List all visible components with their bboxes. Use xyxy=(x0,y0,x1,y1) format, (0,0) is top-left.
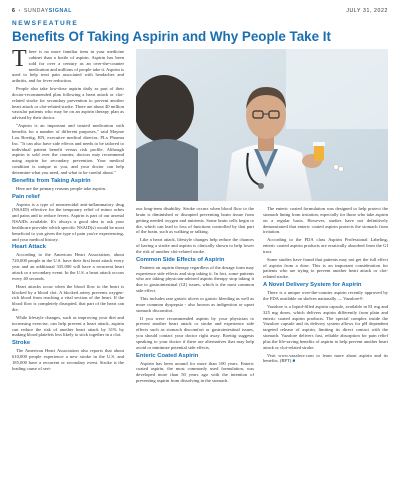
body-paragraph: Like a heart attack, lifestyle changes help reduce the chances of having a stroke and aspirin is clinically shown to help lower the risk of another clot-related stroke. xyxy=(136,237,254,254)
subheading-side-effects: Common Side Effects of Aspirin xyxy=(136,256,225,263)
body-paragraph: While lifestyle changes, such as improving your diet and increasing exercise, can help prevent a heart attack, aspirin can reduce the risk of another heart attack by 31% by making blood platelets less likely to stick together in a clot. xyxy=(12,314,124,338)
doctor-patient-illustration xyxy=(136,49,388,201)
body-paragraph: According to the American Heart Association, about 720,000 people in the U.S. have their first heart attack every year and an additional 335,000 will have a recurrent heart attack or a secondary event. In the U.S. a heart attack occurs every 40 seconds. xyxy=(12,252,124,281)
article-column-3 xyxy=(263,206,388,366)
header-separator: • xyxy=(18,8,21,14)
page-number: 6 xyxy=(12,8,16,14)
publication-name: SIGNAL xyxy=(48,8,72,14)
subheading-stroke: Stroke xyxy=(12,340,31,347)
page-header xyxy=(12,6,388,18)
drop-cap: T xyxy=(12,46,27,72)
body-paragraph: If you were recommended aspirin by your physician to prevent another heart attack or stroke and experience side effects such as stomach discomfort or gastrointestinal issues, you should contact your doctor right away. Roettig suggests speaking to your doctor if there are alternatives that may help avoid or minimize potential side effects. xyxy=(136,315,254,350)
body-paragraph: This includes rare gastric ulcers or gastric bleeding as well as more common dyspepsia - also known as indigestion or upset stomach discomfort. xyxy=(136,295,254,313)
body-paragraph: The enteric coated formulation was designed to help protect the stomach lining from irritation, especially for those who take aspirin on a regular basis. However, studies have not definitively demonstrated that enteric coated aspirin protects the stomach from irritation. xyxy=(263,206,388,235)
section-kicker: NEWSFEATURE xyxy=(12,20,79,27)
body-paragraph: ous long-term disability. Stroke occurs when blood flow to the brain is diminished or disrupted preventing brain tissue from getting needed oxygen and nutrients. Some brain cells begin to die, which can lead to loss of functions controlled by that part of the brain, such as walking or talking. xyxy=(136,206,254,235)
body-paragraph: The American Heart Association also reports that about 610,000 people experience a new stroke in the U.S. and 185,000 have a recurrent or secondary event. Stroke is the leading cause of seri- xyxy=(12,348,124,371)
subheading-pain-relief: Pain relief xyxy=(12,193,40,200)
body-paragraph: Here are the primary reasons people take aspirin. xyxy=(16,185,107,191)
article-column-2 xyxy=(136,206,254,386)
body-paragraph: Aspirin is a type of nonsteroidal anti-inflammatory drug (NSAID) effective for the temporary relief of minor aches and pains and to reduce fevers. Aspirin is part of our arsenal NSAIDs available. It's always a good idea to ask your healthcare provider which specific NSAID(s) would be most beneficial to you given the type of pain you're experiencing, and your medical history. xyxy=(12,201,124,242)
body-paragraph: Aspirin has been around for more than 100 years. Enteric coated aspirin, the most commonly used formulation, was developed more than 50 years ago with the intention of preventing aspirin from dissolving in the stomach. xyxy=(136,360,254,384)
body-paragraph: According to the FDA class Aspirin Professional Labeling, enteric coated aspirin products are erratically absorbed from the GI tract. xyxy=(263,237,388,254)
body-paragraph-final xyxy=(263,353,388,365)
header-left xyxy=(12,8,72,14)
subheading-novel-delivery: A Novel Delivery System for Aspirin xyxy=(263,282,362,289)
article-column-1 xyxy=(12,46,124,374)
pill-icon: ■ xyxy=(292,358,296,364)
body-paragraph: There is a unique over-the-counter aspirin recently approved by the FDA available on shelves nationally — Vazalore®. xyxy=(263,290,388,301)
article-photo xyxy=(136,49,388,201)
intro-text: here is no more familiar item in your medicine cabinet than a bottle of aspirin. Aspirin has been sold for over a century as an over-the-counter medication and millions of people take it. Aspirin is used to help treat pain associated with headaches and arthritis, and for fever reduction. xyxy=(12,49,124,84)
body-paragraph: Some studies have found that patients may not get the full effect of aspirin from a dose. This is an important consideration for patients who are trying to prevent another heart attack or clot-related stroke. xyxy=(263,256,388,280)
subheading-enteric-coated: Enteric Coated Aspirin xyxy=(136,352,199,359)
body-paragraph: People also take low-dose aspirin daily as part of their doctor-recommended plan following a heart attack or clot-related stroke for secondary prevention to prevent another heart attack or clot-related stroke. There are about 40 million vascular patients who may be on an aspirin therapy plan as advised by their doctor. xyxy=(12,86,124,121)
article-headline: Benefits Of Taking Aspirin and Why People Take It xyxy=(12,29,331,44)
subheading-heart-attack: Heart Attack xyxy=(12,244,46,251)
body-paragraph: Heart attacks occur when the blood flow to the heart is blocked by a blood clot. A blocked artery prevents oxygen-rich blood from reaching a vital section of the heart. If the blood flow is completely disrupted, that part of the heart can die. xyxy=(12,283,124,313)
intro-paragraph xyxy=(12,46,124,84)
issue-date: JULY 31, 2022 xyxy=(346,8,388,14)
body-paragraph: Vazalore is a liquid-filled aspirin capsule, available in 81 mg and 325 mg doses, which delivers aspirin differently from plain and enteric coated aspirin products. The special complex inside the Vazalore capsule and its delivery system allows for pH dependent targeted release of aspirin, limiting its direct contact with the stomach. Vazalore delivers fast, reliable absorption for pain relief plus the life-saving benefits of aspirin to help prevent another heart attack or clot-related stroke. xyxy=(263,303,388,350)
body-paragraph: "Aspirin is an important and trusted medication with benefits for a number of different purposes," said Mayme Lou Roettig, RN, executive medical director, PLx Pharma Inc. "It can also have side effects and needs to be tailored to individual patient benefit versus risk profile. Although aspirin is sold over the counter, doctors may recommend using aspirin for secondary prevention. Your medical condition is unique to you, and your doctor can help determine what you need, and what to be careful about." xyxy=(12,123,124,175)
closing-text: Visit www.vazalore.com to learn more about aspirin and its benefits. (BPT) xyxy=(263,352,388,364)
section-name: SUNDAY xyxy=(23,8,49,14)
subheading-benefits: Benefits from Taking Aspirin xyxy=(12,177,91,184)
body-paragraph: Patients on aspirin therapy regardless of the dosage form may experience side effects and stop taking it. In fact, some patients who are taking physician-advised aspirin therapy stop taking it due to gastrointestinal (GI) issues, which is the most common side effect. xyxy=(136,264,254,294)
